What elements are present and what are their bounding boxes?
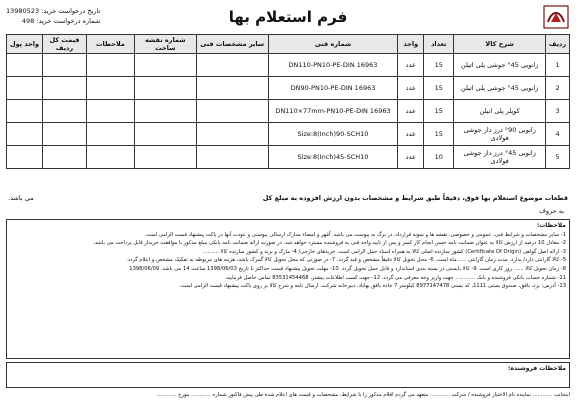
vendor-remarks-title: ملاحظات فروشنده:	[508, 365, 566, 372]
col-row-number: ردیف	[546, 35, 570, 54]
item-total-price[interactable]	[43, 100, 87, 123]
vendor-declaration: اینجانب ............ نماینده تام الاختیار فروشنده / شرکت ............ متعهد می گردم اقلام مذکور را با شرایط، مشخصات و قیمت های اعلام شده طی پیش فاکتور شماره ............ مورخ ............	[156, 392, 570, 398]
item-remarks[interactable]	[86, 123, 134, 146]
item-remarks[interactable]	[86, 77, 134, 100]
table-row	[7, 54, 570, 77]
item-quantity: 15	[424, 54, 454, 77]
item-total-price[interactable]	[43, 77, 87, 100]
remark-line: 2- معادل 10 درصد از ارزش کالا به عنوان ضمانت نامه حسن انجام کار کسر و پس از تایید واحد فنی به فروشنده مسترد خواهد شد. در صورت ارائه ضمانت نامه بانکی مبلغ مذکور با موافقت خریدار قابل پرداخت می باشد.	[93, 240, 566, 247]
item-currency[interactable]	[7, 54, 43, 77]
item-total-price[interactable]	[43, 146, 87, 169]
item-total-price[interactable]	[43, 54, 87, 77]
request-date-label: تاریخ درخواست خرید:	[41, 7, 101, 15]
col-currency: واحد پول	[7, 35, 43, 54]
form-header	[6, 4, 570, 34]
col-row-total-price: قیمت کل ردیف	[43, 35, 87, 54]
remark-line: 5- کالا گارانتی دارد/ ندارد. مدت زمان گارانتی ......ماه است. 6- محل تحویل کالا دقیقاً مشخص و قید گردد. 7- در صورتی که محل تحویل کالا گمرک باشد، هزینه های مربوطه به تفکیک مشخص و اعلام گردد.	[126, 257, 566, 264]
total-amount-line	[6, 194, 570, 204]
remark-line: 11- شماره حساب بانکی فروشنده و بانک ............ جهت واریز وجه معرفی می گردد. 12- جهت کسب اطلاعات بیشتر، 83531454468 تماس حاصل فرمایید.	[224, 274, 566, 281]
item-description: زانویی 45° درز دار جوشی فولادی	[454, 146, 546, 169]
item-unit: عدد	[398, 100, 424, 123]
item-description: زانویی 45° جوشی پلی اتیلن	[454, 77, 546, 100]
item-other-specs[interactable]	[196, 77, 268, 100]
item-technical-number: DN110-PN10-PE-DIN 16963	[268, 54, 398, 77]
item-technical-number: DN110×77mm-PN10-PE-DIN 16963	[268, 100, 398, 123]
item-description: زانویی 45° جوشی پلی اتیلن	[454, 54, 546, 77]
item-other-specs[interactable]	[196, 146, 268, 169]
item-currency[interactable]	[7, 123, 43, 146]
item-drawing-number[interactable]	[134, 77, 196, 100]
item-unit: عدد	[398, 123, 424, 146]
total-amount-text: قطعات موضوع استعلام بها فوق، دقیقاً طبق شرایط و مشخصات بدون ارزش افزوده به مبلغ کل	[262, 194, 568, 202]
remarks-section	[6, 219, 570, 359]
remark-line: 8- زمان تحویل کالا ...... روز کاری است. 9- کالا بایستی در بسته بندی استاندارد و قابل حمل تحویل گردد. 10- مهلت تحویل پیشنهاد قیمت حداکثر تا تاریخ 1398/06/03 ساعت 14 می باشد. 1398/06/09	[129, 265, 566, 272]
row-number: 4	[546, 123, 570, 146]
item-currency[interactable]	[7, 77, 43, 100]
col-other-specs: سایر مشخصات فنی	[196, 35, 268, 54]
request-number: 498	[21, 17, 35, 25]
col-technical-number: شماره فنی	[268, 35, 398, 54]
row-number: 1	[546, 54, 570, 77]
col-description: شرح کالا	[454, 35, 546, 54]
item-remarks[interactable]	[86, 100, 134, 123]
item-remarks[interactable]	[86, 146, 134, 169]
item-description: زانویی 90° درز دار جوشی فولادی	[454, 123, 546, 146]
item-other-specs[interactable]	[196, 54, 268, 77]
col-drawing-number: شماره نقشه ساخت	[134, 35, 196, 54]
item-quantity: 10	[424, 146, 454, 169]
vendor-remarks-box[interactable]	[6, 362, 570, 388]
items-table	[6, 34, 570, 169]
request-date: 13980523	[6, 7, 40, 15]
item-total-price[interactable]	[43, 123, 87, 146]
table-row	[7, 123, 570, 146]
remark-line: 3- ارائه اصل گواهی (Certificate Of Origin) کشور سازنده اصلی کالا به همراه اسناد حمل الزامی است. خریدهای خارجی/ 4- مارک و برند و کشور سازنده کالا ..........	[202, 248, 566, 255]
item-drawing-number[interactable]	[134, 100, 196, 123]
total-amount-suffix: می باشد.	[8, 194, 34, 202]
item-other-specs[interactable]	[196, 100, 268, 123]
table-header-row	[7, 35, 570, 54]
col-unit: واحد	[398, 35, 424, 54]
item-description: کوپلر پلی اتیلن	[454, 100, 546, 123]
remark-line: 13- آدرس: یزد، بافق، صندوق پستی 1111، کد پستی 8977147478 کیلومتر 7 جاده بافق بهاباد، دبیرخانه شرکت. ارسال نامه و شرح کالا بر روی پاکت پیشنهاد قیمت الزامی است.	[179, 283, 566, 290]
item-drawing-number[interactable]	[134, 146, 196, 169]
item-technical-number: Size:8(Inch)45-SCH10	[268, 146, 398, 169]
remarks-title: ملاحظات:	[536, 222, 566, 229]
item-drawing-number[interactable]	[134, 54, 196, 77]
row-number: 2	[546, 77, 570, 100]
item-quantity: 15	[424, 123, 454, 146]
remark-line: 1- سایر مشخصات و شرایط فنی، عمومی و خصوصی، نقشه ها و نمونه قرارداد، در برگ به پیوست می باشد. اُمُهر و امضاء مدارک ارسالی پیوستی و عودت آنها در پاکت پیشنهاد قیمت الزامی است.	[144, 231, 566, 238]
item-unit: عدد	[398, 77, 424, 100]
item-quantity: 15	[424, 77, 454, 100]
page-title: فرم استعلام بها	[228, 8, 348, 26]
item-unit: عدد	[398, 146, 424, 169]
item-drawing-number[interactable]	[134, 123, 196, 146]
item-unit: عدد	[398, 54, 424, 77]
table-row	[7, 100, 570, 123]
table-row	[7, 77, 570, 100]
row-number: 3	[546, 100, 570, 123]
item-remarks[interactable]	[86, 54, 134, 77]
table-row	[7, 146, 570, 169]
item-quantity: 15	[424, 100, 454, 123]
item-technical-number: DN90-PN10-PE-DIN 16963	[268, 77, 398, 100]
amount-in-words: به حروف	[539, 207, 564, 215]
col-quantity: تعداد	[424, 35, 454, 54]
item-currency[interactable]	[7, 100, 43, 123]
inquiry-form	[6, 4, 570, 403]
row-number: 5	[546, 146, 570, 169]
request-meta	[6, 6, 100, 26]
col-remarks: ملاحظات	[86, 35, 134, 54]
item-other-specs[interactable]	[196, 123, 268, 146]
item-technical-number: Size:8(Inch)90-SCH10	[268, 123, 398, 146]
item-currency[interactable]	[7, 146, 43, 169]
request-number-label: شماره درخواست خرید:	[36, 17, 101, 25]
